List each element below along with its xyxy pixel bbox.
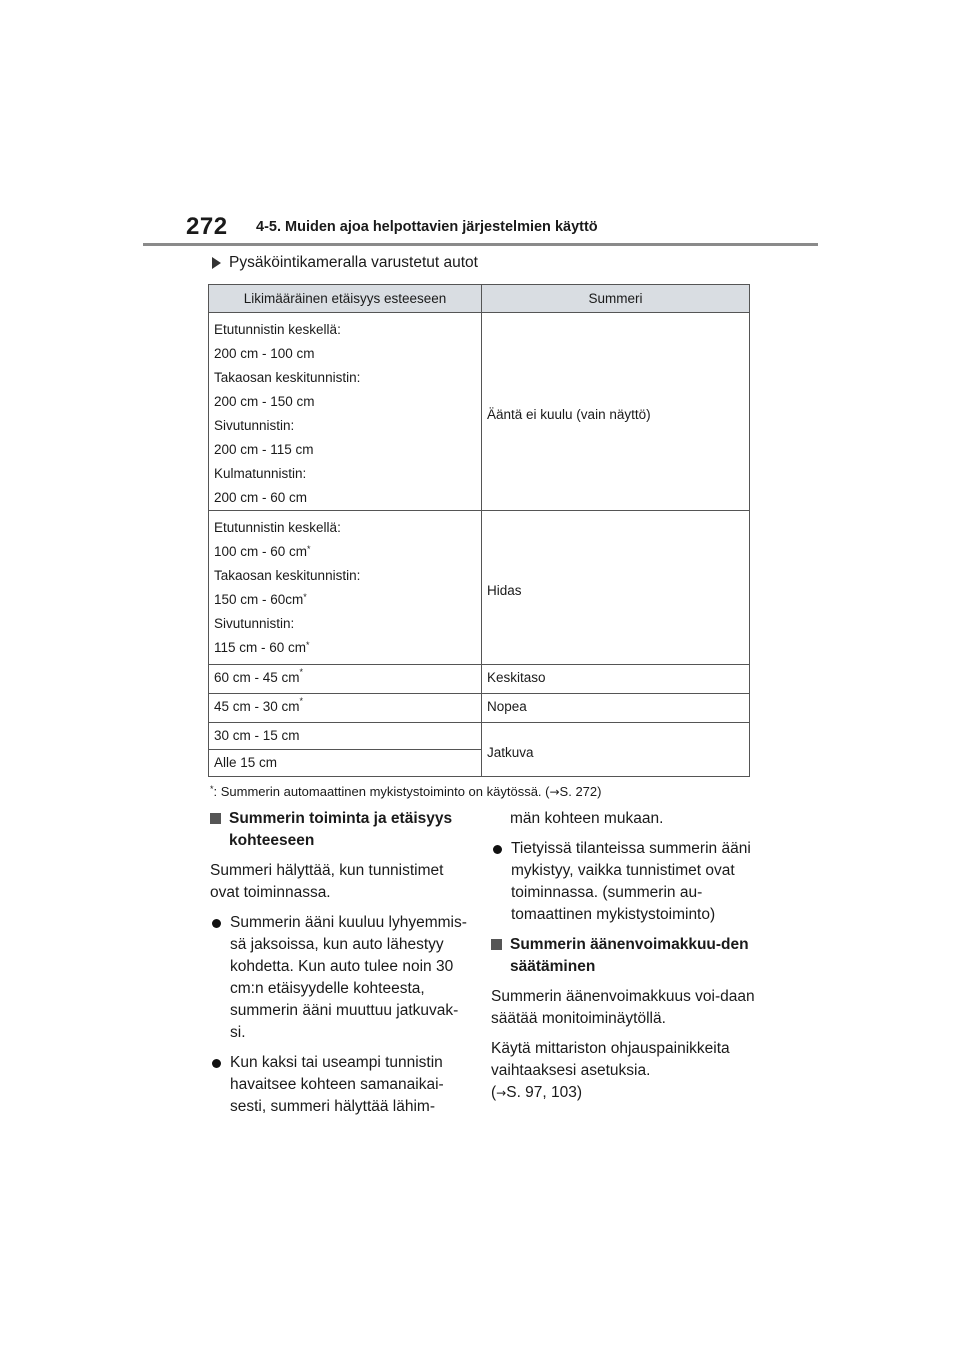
distance-cell <box>209 511 482 665</box>
footnote-mark: * <box>306 640 310 650</box>
right-column <box>491 808 756 1112</box>
subheading: Summerin äänenvoimakkuu-den säätäminen <box>491 934 756 978</box>
triangle-bullet-icon <box>212 257 221 269</box>
cell-line: 115 cm - 60 cm* <box>214 640 310 655</box>
table-row <box>209 665 750 694</box>
paragraph: Summeri hälyttää, kun tunnistimet ovat toiminnassa. <box>210 862 444 901</box>
table-footnote: *: Summerin automaattinen mykistystoiminto on käytössä. (→S. 272) <box>210 784 602 799</box>
distance-cell: 45 cm - 30 cm* <box>209 694 482 723</box>
bullet-dot-icon <box>212 919 221 928</box>
square-bullet-icon <box>210 813 221 824</box>
cell-line: Sivutunnistin: <box>214 616 295 631</box>
cell-line: Kulmatunnistin: <box>214 466 307 481</box>
table-row <box>209 313 750 511</box>
header-rule <box>143 243 818 246</box>
buzzer-cell: Ääntä ei kuulu (vain näyttö) <box>482 313 750 511</box>
cell-line: 200 cm - 60 cm <box>214 490 308 505</box>
distance-cell: 60 cm - 45 cm* <box>209 665 482 694</box>
distance-buzzer-table <box>208 284 750 777</box>
buzzer-cell: Nopea <box>482 694 750 723</box>
bullet-dot-icon <box>493 845 502 854</box>
table-header-row <box>209 285 750 313</box>
cell-line: 200 cm - 150 cm <box>214 394 315 409</box>
bullet-item: Summerin ääni kuuluu lyhyemmis-sä jaksoissa, kun auto lähestyy kohdetta. Kun auto tulee noin 30 cm:n etäisyydelle kohteesta, summerin ääni muuttuu jatkuvak-si. <box>210 912 470 1044</box>
paragraph: Summerin äänenvoimakkuus voi-daan säätää monitoiminäytöllä. <box>491 988 755 1027</box>
cell-line: Takaosan keskitunnistin: <box>214 370 361 385</box>
buzzer-cell: Jatkuva <box>482 723 750 777</box>
cell-line: Etutunnistin keskellä: <box>214 322 341 337</box>
table-row <box>209 694 750 723</box>
cell-line: Takaosan keskitunnistin: <box>214 568 361 583</box>
chapter-title: 4-5. Muiden ajoa helpottavien järjestelmien käyttö <box>256 219 598 235</box>
bullet-continuation: män kohteen mukaan. <box>510 810 664 827</box>
table-row <box>209 723 750 750</box>
square-bullet-icon <box>491 939 502 950</box>
page-number: 272 <box>186 213 228 240</box>
section-heading <box>212 254 478 272</box>
paragraph: Käytä mittariston ohjauspainikkeita vaihtaaksesi asetuksia. (→S. 97, 103) <box>491 1040 730 1101</box>
section-heading-text: Pysäköintikameralla varustetut autot <box>229 254 478 271</box>
table-row <box>209 511 750 665</box>
cell-line: 200 cm - 100 cm <box>214 346 315 361</box>
distance-cell: 30 cm - 15 cm <box>209 723 482 750</box>
cell-line: 200 cm - 115 cm <box>214 442 314 457</box>
footnote-mark: * <box>307 544 311 554</box>
buzzer-cell: Hidas <box>482 511 750 665</box>
arrow-right-icon: → <box>496 1086 507 1100</box>
arrow-right-icon: → <box>549 785 560 799</box>
footnote-mark: * <box>303 592 307 602</box>
footnote-mark: * <box>299 667 304 677</box>
cell-line: Etutunnistin keskellä: <box>214 520 341 535</box>
cell-line: 100 cm - 60 cm* <box>214 544 311 559</box>
bullet-dot-icon <box>212 1059 221 1068</box>
table-header-distance: Likimääräinen etäisyys esteeseen <box>209 285 482 313</box>
table-header-buzzer: Summeri <box>482 285 750 313</box>
bullet-item: Tietyissä tilanteissa summerin ääni mykistyy, vaikka tunnistimet ovat toiminnassa. (summerin au-tomaattinen mykistystoiminto) <box>491 838 756 926</box>
distance-cell: Alle 15 cm <box>209 750 482 777</box>
cell-line: 150 cm - 60cm* <box>214 592 307 607</box>
footnote-mark: * <box>299 696 304 706</box>
buzzer-cell: Keskitaso <box>482 665 750 694</box>
left-column <box>210 808 470 1126</box>
subheading: Summerin toiminta ja etäisyys kohteeseen <box>210 808 470 852</box>
footnote-mark: * <box>210 784 214 794</box>
distance-cell <box>209 313 482 511</box>
cell-line: Sivutunnistin: <box>214 418 295 433</box>
bullet-item: Kun kaksi tai useampi tunnistin havaitsee kohteen samanaikai-sesti, summeri hälyttää lähim- <box>210 1052 470 1118</box>
